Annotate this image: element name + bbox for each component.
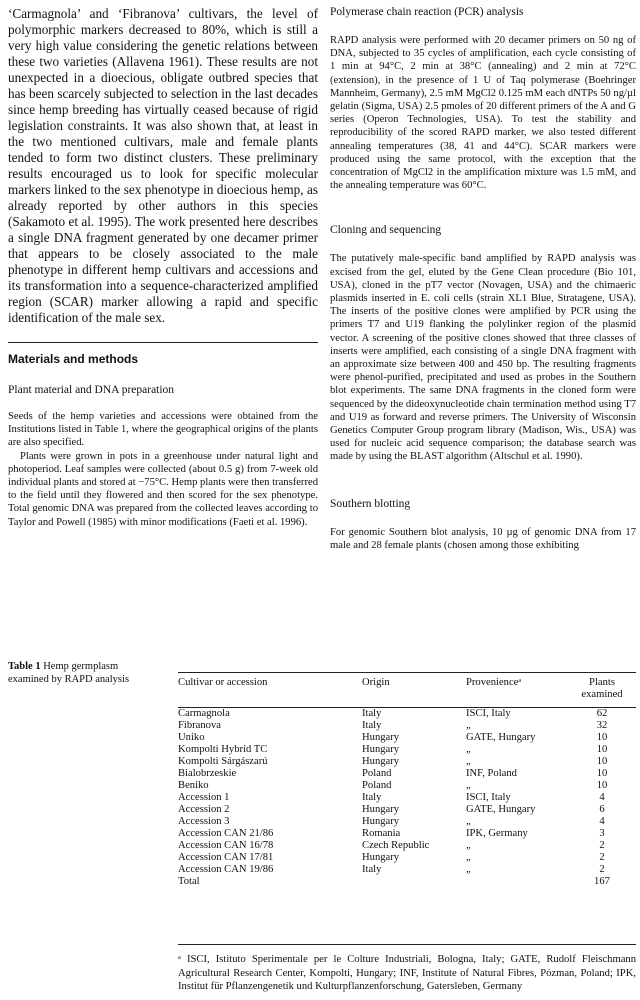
cell-origin: Poland xyxy=(362,780,392,791)
cell-cultivar: Bialobrzeskie xyxy=(178,768,237,779)
table-row xyxy=(178,720,636,732)
cell-cultivar: Kompolti Sárgászarú xyxy=(178,756,268,767)
cell-cultivar: Accession CAN 21/86 xyxy=(178,828,274,839)
cell-plants: 2 xyxy=(599,852,605,863)
cell-plants: 10 xyxy=(596,732,608,743)
table-row xyxy=(178,840,636,852)
cell-plants: 10 xyxy=(596,780,608,791)
cloning-paragraph: The putatively male-specific band amplified by RAPD analysis was excised from the gel, eluted by the Gene Clean procedure (Bio 101, USA), cloned in the pT7 vector (Novagen, USA) and the chimaeric plasmids inserted in E. coli cells (strain XL1 Blue, Stratagene, USA). The inserts of the positive clones were amplified by PCR using the primers T7 and U19 flanking the polylinker region of the plasmid vector. A screening of the positive clones showed that three classes of inserts were amplified, each consisting of a single DNA fragment with an approximate size between 400 and 450 bp. The resulting fragments were phenol-purified, precipitated and used as probes in the Southern blot experiments. The same DNA fragments in the cloned form were sequenced by the dideoxynucleotide chain termination method using T7 and U19 as forward and reverse primers. The University of Wisconsin Genetics Computer Group program library (Madison, Wis., USA) was used for nucleic acid sequence comparison; the database search was made by using the BLAST algorithm (Altschul et al. 1990). xyxy=(330,253,636,463)
right-column xyxy=(330,6,636,552)
table-caption-label: Table 1 xyxy=(8,661,41,672)
cell-origin: Hungary xyxy=(362,804,400,815)
table-row xyxy=(178,744,636,756)
table-caption xyxy=(8,660,158,686)
total-value: 167 xyxy=(594,876,610,887)
section-divider xyxy=(8,342,318,343)
cell-provenience: „ xyxy=(466,780,471,791)
table-row xyxy=(178,804,636,816)
table-row xyxy=(178,708,636,721)
cell-cultivar: Uniko xyxy=(178,732,205,743)
header-plants-examined: Plants examined xyxy=(568,673,636,708)
cell-provenience: „ xyxy=(466,720,471,731)
cell-provenience: GATE, Hungary xyxy=(466,732,536,743)
cell-provenience: „ xyxy=(466,744,471,755)
cell-plants: 6 xyxy=(599,804,605,815)
pcr-paragraph: RAPD analysis were performed with 20 decamer primers on 50 ng of DNA, subjected to 35 cycles of amplification, each cycle consisting of 1 min at 94°C, 2 min at 38°C (annealing) and 2 min at 72°C (extension), in the presence of 1 U of Taq polymerase (Boehringer Mannheim, Germany), 2.5 mM MgCl2 0.125 mM each dNTPs 50 ng/µl gelatin (Sigma, USA) 2.5 pmoles of 20 different primers of the A and G series (Operon Technologies, USA). To test the stability and reproducibility of the scored RAPD marker, we also tested different annealing temperatures (38, 41 and 44°C). SCAR markers were produced using the same protocol, with the exception that the concentration of MgCl2 in the amplification mixture was 1.5 mM, and the annealing temperature was 60°C. xyxy=(330,35,636,192)
cell-cultivar: Fibranova xyxy=(178,720,221,731)
table-row xyxy=(178,828,636,840)
cell-cultivar: Kompolti Hybrid TC xyxy=(178,744,268,755)
cell-plants: 4 xyxy=(599,816,605,827)
cell-provenience: „ xyxy=(466,852,471,863)
plant-paragraph-2: Plants were grown in pots in a greenhouse under natural light and photoperiod. Leaf samples were collected (about 0.5 g) from 7-week old individual plants and stored at −75°C. Hemp plants were then transferred to the field until they flowered and then scored for the sex phenotype. Total genomic DNA was prepared from the collected leaves according to Taylor and Powell (1985) with minor modifications (Faeti et al. 1996). xyxy=(8,450,318,528)
southern-paragraph: For genomic Southern blot analysis, 10 µg of genomic DNA from 17 male and 28 female plants (chosen among those exhibiting xyxy=(330,526,636,551)
cell-cultivar: Carmagnola xyxy=(178,708,230,719)
cell-origin: Hungary xyxy=(362,852,400,863)
table-total-row xyxy=(178,876,636,888)
cell-cultivar: Accession 2 xyxy=(178,804,230,815)
cell-provenience: „ xyxy=(466,756,471,767)
table-header-row xyxy=(178,673,636,708)
subheading-cloning: Cloning and sequencing xyxy=(330,224,442,237)
cell-cultivar: Accession 3 xyxy=(178,816,230,827)
cell-plants: 4 xyxy=(599,792,605,803)
germplasm-table xyxy=(178,672,636,888)
cell-cultivar: Accession CAN 16/78 xyxy=(178,840,274,851)
cell-plants: 2 xyxy=(599,864,605,875)
cell-origin: Italy xyxy=(362,864,382,875)
cell-plants: 3 xyxy=(599,828,605,839)
cell-provenience: ISCI, Italy xyxy=(466,708,511,719)
cell-origin: Italy xyxy=(362,720,382,731)
cell-plants: 10 xyxy=(596,744,608,755)
cell-origin: Hungary xyxy=(362,744,400,755)
cell-origin: Hungary xyxy=(362,732,400,743)
table-row xyxy=(178,852,636,864)
cell-provenience: ISCI, Italy xyxy=(466,792,511,803)
cell-cultivar: Accession 1 xyxy=(178,792,230,803)
cell-provenience: „ xyxy=(466,840,471,851)
table-caption-text: Hemp germplasm examined by RAPD analysis xyxy=(8,661,130,685)
cell-origin: Italy xyxy=(362,708,382,719)
table-row xyxy=(178,768,636,780)
cell-provenience: GATE, Hungary xyxy=(466,804,536,815)
cell-plants: 10 xyxy=(596,768,608,779)
cell-origin: Hungary xyxy=(362,816,400,827)
left-column xyxy=(8,6,318,529)
table-row xyxy=(178,732,636,744)
subheading-plant-material: Plant material and DNA preparation xyxy=(8,384,175,396)
table-footnote: ᵃ ISCI, Istituto Sperimentale per le Colture Industriali, Bologna, Italy; GATE, Rudolf Fleischmann Agricultural Research Center, Kompolti, Hungary; INF, Institute of Natural Fibres, Pózman, Poland; IPK, Institut für Pflanzengenetik und Kulturpflanzenforschung, Gatersleben, Germany xyxy=(178,944,636,994)
header-origin: Origin xyxy=(362,673,466,708)
plant-paragraph-1: Seeds of the hemp varieties and accessions were obtained from the Institutions listed in Table 1, where the geographical origins of the plants are also specified. xyxy=(8,411,318,449)
subheading-southern-blotting: Southern blotting xyxy=(330,497,411,510)
cell-provenience: „ xyxy=(466,864,471,875)
cell-cultivar: Beniko xyxy=(178,780,209,791)
cell-origin: Poland xyxy=(362,768,392,779)
cell-origin: Hungary xyxy=(362,756,400,767)
table-row xyxy=(178,864,636,876)
section-heading-materials-methods: Materials and methods xyxy=(8,352,139,366)
cell-plants: 32 xyxy=(596,720,608,731)
cell-origin: Romania xyxy=(362,828,401,839)
header-provenience: Provenienceᵃ xyxy=(466,673,568,708)
total-label: Total xyxy=(178,876,200,887)
cell-cultivar: Accession CAN 19/86 xyxy=(178,864,274,875)
cell-plants: 2 xyxy=(599,840,605,851)
table-row xyxy=(178,816,636,828)
table-row xyxy=(178,756,636,768)
cell-provenience: INF, Poland xyxy=(466,768,517,779)
cell-plants: 62 xyxy=(596,708,608,719)
cell-origin: Czech Republic xyxy=(362,840,430,851)
table-row xyxy=(178,780,636,792)
cell-cultivar: Accession CAN 17/81 xyxy=(178,852,274,863)
cell-provenience: „ xyxy=(466,816,471,827)
intro-paragraph: ‘Carmagnola’ and ‘Fibranova’ cultivars, the level of polymorphic markers decreased to 80%, which is still a very high value considering the genetic relations between these two varieties (Allavena 1961). These results are not unexpected in a dioecious, obligate outbred species that has been scarcely subjected to selection in the last decades since hemp breeding has virtually ceased because of rigid legislation constraints. It was also shown that, at least in the two mentioned cultivars, male and female plants tended to form two distinct clusters. These preliminary results encouraged us to look for specific molecular markers linked to the sex phenotype in dioecious hemp, as already reported by other authors in this species (Sakamoto et al. 1995). The work presented here describes a single DNA fragment generated by one decamer primer that appears to be closely associated to the male phenotype in different hemp cultivars and accessions and its transformation into a sequence-characterized amplified region (SCAR) marker allowing a rapid and specific identification of the male sex. xyxy=(8,6,318,325)
header-cultivar: Cultivar or accession xyxy=(178,673,362,708)
cell-plants: 10 xyxy=(596,756,608,767)
table-row xyxy=(178,792,636,804)
cell-origin: Italy xyxy=(362,792,382,803)
subheading-pcr: Polymerase chain reaction (PCR) analysis xyxy=(330,6,524,18)
cell-provenience: IPK, Germany xyxy=(466,828,528,839)
